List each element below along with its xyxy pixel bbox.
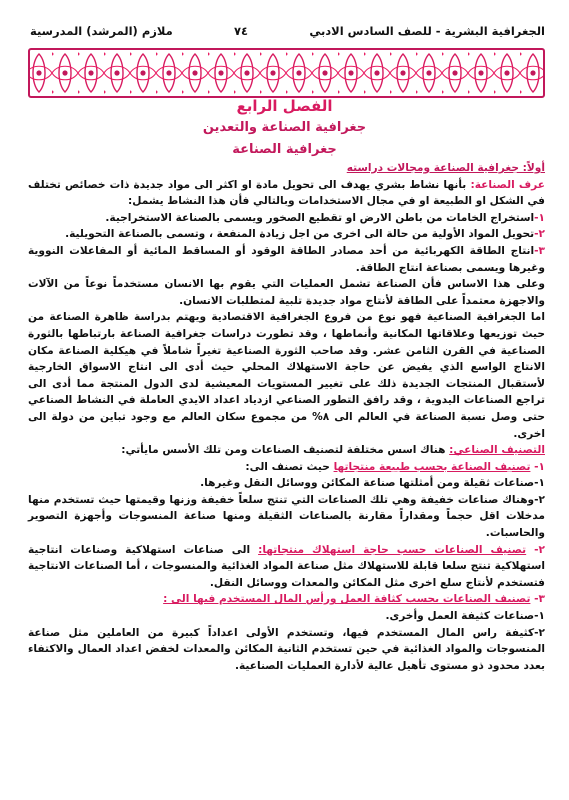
ornament-pattern-icon [28, 50, 543, 96]
header-left-text: ملازم (المرشد) المدرسية [30, 24, 173, 38]
header-page-number: ٧٤ [234, 24, 249, 38]
section-heading: أولاً: جغرافية الصناعة ومجالات دراسته [346, 162, 545, 174]
paragraph: اما الجغرافية الصناعية فهو نوع من فروع الجغرافية الاقتصادية ويهتم بدراسة ظاهرة الصناعة من حيث توزيعها وعلاقاتها المكانية وأنماطها ، وقد تطورت دراسات جغرافية الصناعة بارتباطها بالثورة الصناعية في القرن الثامن عشر. وقد صاحب الثورة الصناعية تغيراً شاملاً في هيكلية الصناعة مكان الانتاج الواسع الذي يفيض عن حاجة الاستهلاك المحلي حيث أدى الى انتاج الاسواق الخارجية لأستقبال المنتجات الجديدة ذلك على تغيير المستويات المعيشية لدى الدول المنتجة مما أدى الى تراجع الصناعات اليدوية ، وقد رافق التطور الصناعي ازدياد اعداد الايدي العاملة في النشاط الصناعي حتى وصل نسبة الصناعة في العالم الى ٨% من مجموع سكان العالم مع وجود تباين من دولة الى اخرى. [28, 311, 545, 440]
list-item: ٣-انتاج الطاقة الكهربائية من أحد مصادر الطاقة الوقود أو المساقط المائية أو المفاعلات النووية وغيرها ويسمى بصناعة انتاج الطاقة. [28, 244, 545, 274]
classification-item: ٢- تصنيف الصناعات حسب حاجة استهلاك منتجاتها: الى صناعات استهلاكية وصناعات انتاجية استهلاكية تنتج سلعا قابلة للاستهلاك مثل صناعة المواد الغذائية والمنسوجات ، أما الصناعات الانتاجية فتستخدم لأنتاج سلع اخرى مثل المكائن والمعدات ووسائل النقل. [28, 543, 545, 589]
body-text [28, 160, 545, 674]
classification-label: التصنيف الصناعي: [449, 444, 545, 457]
decorative-border [28, 48, 545, 98]
paragraph: وعلى هذا الاساس فأن الصناعة تشمل العمليات التي يقوم بها الانسان مستخدماً نوعاً من الآلات والاجهزة معتمداً على الطاقة لأنتاج مواد جديدة تلبية لمتطلبات الانسان. [28, 278, 545, 307]
list-item: ٢-وهناك صناعات خفيفة وهي تلك الصناعات التي تنتج سلعاً خفيفة وزنها وقيمتها حيث تستخدم منها مدخلات اقل حجماً ومقداراً مقارنة بالصناعات الثقيلة ومنها صناعة المنسوجات وأجهزة التصوير والحاسبات. [28, 493, 545, 540]
list-item: ١-صناعات كثيفة العمل وأخرى. [385, 610, 545, 623]
definition-paragraph [28, 177, 545, 210]
list-item: ٢-تحويل المواد الأولية من حالة الى اخرى من اجل زيادة المنفعة ، وتسمى بالصناعة التحويلية. [65, 228, 545, 241]
title-block [0, 96, 569, 161]
definition-text: بأنها نشاط بشري يهدف الى تحويل مادة او اكثر الى مواد جديدة ذات خصائص تختلف في الشكل او الطبيعة او في مجال الاستخدامات وبالتالي فأن هذا النشاط يشمل: [28, 178, 545, 208]
list-item: ١-استخراج الخامات من باطن الارض او تقطيع الصخور ويسمى بالصناعة الاستخراجية. [105, 211, 545, 224]
classification-item: ١- تصنيف الصناعة بحسب طبيعة منتجاتها حيث تصنف الى: [245, 460, 545, 473]
classification-item: ٣- تصنيف الصناعات بحسب كثافة العمل ورأس المال المستخدم فيها الى : [163, 593, 545, 606]
topic-title: جغرافية الصناعة [232, 142, 337, 157]
chapter-title: الفصل الرابع [236, 97, 333, 115]
classification-paragraph: التصنيف الصناعي: هناك اسس مختلفة لتصنيف الصناعات ومن تلك الأسس مايأتي: [121, 444, 545, 457]
list-item: ٢-كثيفة راس المال المستخدم فيها، وتستخدم الأولى اعداداً كبيرة من العاملين مثل صناعة المنسوجات والمواد الغذائية في حين تستخدم الثانية المكائن والمعدات لخفض اعداد العمال والاكتفاء بعدد محدود ذو مستوى تأهيل عالية لأدارة العمليات الصناعية. [28, 626, 545, 672]
subject-title: جغرافية الصناعة والتعدين [202, 120, 367, 135]
header-right-text: الجغرافية البشرية - للصف السادس الادبي [309, 24, 545, 38]
definition-label: عرف الصناعة: [470, 178, 545, 191]
list-item: ١-صناعات ثقيلة ومن أمثلتها صناعة المكائن ووسائل النقل وغيرها. [200, 477, 545, 490]
page-header [30, 22, 545, 40]
